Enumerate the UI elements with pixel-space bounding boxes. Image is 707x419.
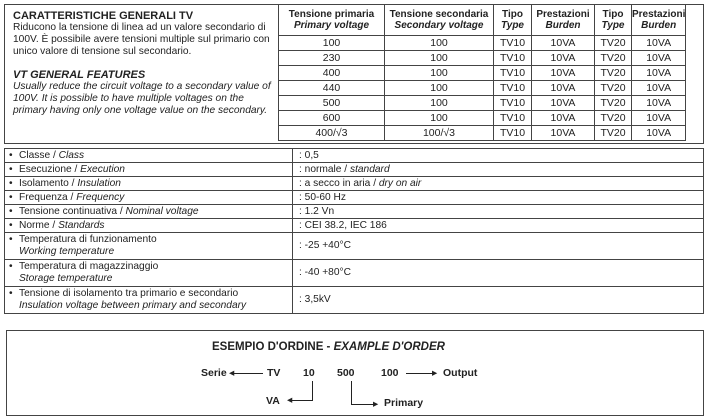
cell: 10VA [632,126,686,141]
general-description [13,10,275,117]
arrow-left [233,373,263,374]
cell: 10VA [632,66,686,81]
spec-row-working-temp: • Temperatura di funzionamento Working temperature : -25 +40°C [5,233,704,260]
general-title-it: CARATTERISTICHE GENERALI TV [13,10,194,22]
cell: 400 [279,66,385,81]
general-title-en: VT GENERAL FEATURES [13,69,146,81]
table-row [279,51,686,66]
label-10: 10 [303,367,315,379]
cell: 500 [279,96,385,111]
general-text-en: Usually reduce the circuit voltage to a secondary value of 100V. It is possible to have multiple voltages on the primary having only one voltage value on the secondary. [13,81,271,116]
arrow-primary-head: ▸ [373,398,379,410]
cell: 10VA [632,96,686,111]
cell: 100/√3 [385,126,494,141]
spec-value: : 50-60 Hz [293,191,704,205]
cell: 400/√3 [279,126,385,141]
cell: 10VA [532,36,595,51]
cell: 10VA [632,81,686,96]
spec-value: : normale / standard [293,163,704,177]
arrow-va-head: ◂ [287,394,293,406]
cell: 10VA [632,111,686,126]
cell: 10VA [532,96,595,111]
cell: 100 [385,36,494,51]
cell: TV10 [494,36,532,51]
label-va: VA [266,395,280,407]
table-row [279,36,686,51]
cell: TV10 [494,66,532,81]
voltage-table-header [279,5,686,36]
cell: 10VA [632,36,686,51]
spec-row-class: • Classe / Class : 0,5 [5,149,704,163]
order-example-panel [6,330,704,416]
label-tv: TV [267,367,281,379]
table-row [279,96,686,111]
cell: TV20 [595,81,632,96]
cell: 10VA [532,111,595,126]
cell: TV10 [494,96,532,111]
spec-row-insulation: • Isolamento / Insulation : a secco in aria / dry on air [5,177,704,191]
table-row [279,81,686,96]
cell: 100 [385,96,494,111]
spec-value: : CEI 38.2, IEC 186 [293,219,704,233]
label-500: 500 [337,367,355,379]
cell: 10VA [532,51,595,66]
cell: 100 [279,36,385,51]
cell: 100 [385,111,494,126]
header-secondary-voltage: Tensione secondaria Secondary voltage [385,5,494,36]
cell: TV10 [494,81,532,96]
cell: 100 [385,51,494,66]
header-type-1: Tipo Type [494,5,532,36]
vline-primary [351,381,352,405]
spec-row-frequency: • Frequenza / Frequency : 50-60 Hz [5,191,704,205]
spec-value: : -25 +40°C [293,233,704,260]
spec-value: : a secco in aria / dry on air [293,177,704,191]
cell: 100 [385,81,494,96]
cell: 10VA [532,66,595,81]
cell: TV20 [595,36,632,51]
header-type-2: Tipo Type [595,5,632,36]
arrow-right-head: ▸ [432,367,438,379]
label-serie: Serie [201,367,227,379]
vline-va [312,381,313,401]
cell: TV20 [595,51,632,66]
cell: TV20 [595,96,632,111]
general-features-panel [4,4,704,144]
cell: TV10 [494,111,532,126]
header-primary-voltage: Tensione primaria Primary voltage [279,5,385,36]
arrow-left-head: ◂ [229,367,235,379]
cell: TV10 [494,126,532,141]
order-title: ESEMPIO D'ORDINE - EXAMPLE D'ORDER [212,341,445,353]
spec-value: : -40 +80°C [293,260,704,287]
voltage-table [278,4,686,141]
cell: 230 [279,51,385,66]
table-row [279,66,686,81]
spec-row-standards: • Norme / Standards : CEI 38.2, IEC 186 [5,219,704,233]
cell: TV20 [595,126,632,141]
cell: 600 [279,111,385,126]
arrow-va [291,400,313,401]
cell: TV20 [595,66,632,81]
general-text-it: Riducono la tensione di linea ad un valore secondario di 100V. È possibile avere tensioni multiple sul primario con unico valore di tensione sul secondario. [13,22,270,57]
header-burden-1: Prestazioni Burden [532,5,595,36]
spec-row-nominal-voltage: • Tensione continuativa / Nominal voltage : 1.2 Vn [5,205,704,219]
spec-value: : 3,5kV [293,287,704,314]
cell: 10VA [532,81,595,96]
label-primary: Primary [384,397,424,409]
table-row [279,126,686,141]
spec-value: : 0,5 [293,149,704,163]
label-output: Output [443,367,478,379]
spec-value: : 1.2 Vn [293,205,704,219]
cell: 100 [385,66,494,81]
cell: TV20 [595,111,632,126]
spec-row-execution: • Esecuzione / Execution : normale / standard [5,163,704,177]
spec-row-storage-temp: • Temperatura di magazzinaggio Storage temperature : -40 +80°C [5,260,704,287]
spec-row-insulation-voltage: • Tensione di isolamento tra primario e secondario Insulation voltage between primary and secondary : 3,5kV [5,287,704,314]
header-burden-2: Prestazioni Burden [632,5,686,36]
cell: 10VA [532,126,595,141]
table-row [279,111,686,126]
label-100: 100 [381,367,399,379]
cell: TV10 [494,51,532,66]
cell: 10VA [632,51,686,66]
specs-table [4,148,704,314]
cell: 440 [279,81,385,96]
